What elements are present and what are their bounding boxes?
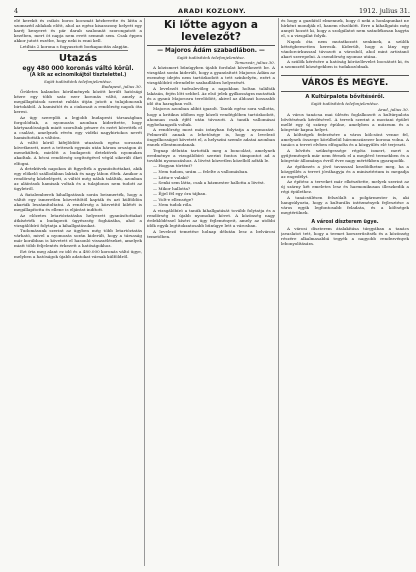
divider (281, 91, 409, 92)
issue-date: 1912. julius 31. (359, 7, 410, 15)
paragraph: Napok óta nem mutatkozott senkinek, a szülők kétségbeesetten keresik. Kiderült, hogy a lány egy vándorcirkusszal távozott a városból, ahol mint artistanő akart szerepelni. A csendőrség nyomoz utána. (281, 38, 409, 59)
dialog-line: — Éjjel fél egy óra tájban. (153, 191, 207, 197)
dialog-line: — Senki sem látta, csak a házmester hallotta a lövést. (153, 180, 265, 186)
paragraph: Tegnap délután tartották meg a boncolást, amelynek eredménye a vizsgálóbíró szerint fontos támpontot ad a további nyomozáshoz. A lövést közvetlen közelből adták le. (147, 147, 275, 163)
dialog-line: — Mikor hallotta? (153, 185, 191, 191)
dateline: Arad, julius 30. (378, 106, 409, 112)
dialog-line: — Volt-e ellensége? (153, 196, 194, 202)
paragraph: Majoros azonban alibit igazolt. Tanúk egész sora vallotta, hogy a kritikus időben egy közeli vendéglőben tartózkodott, ahonnan csak éjfél után távozott. A tanúk vallomásai egybehangzók voltak. (147, 106, 275, 127)
column-divider (278, 18, 279, 566)
divider (28, 50, 128, 51)
byline: Saját tudósítónk telefonjelentése. (177, 55, 245, 60)
article-headline: Utazás (58, 53, 98, 65)
dateline: Temesvár, julius 30. (234, 60, 275, 66)
paragraph: Az előzetes letartóztatásba helyezett gyanúsítottakat átkísérték a budapesti ügyészség fogházába, ahol a vizsgálóbíró folytatja a kihallgatásukat. (14, 212, 142, 228)
header-rule (14, 16, 410, 17)
paragraph: A rendőrség most más irányban folytatja a nyomozást. Felmerült annak a lehetősége is, hogy a levelező öngyilkosságot követett el, a helyszíni szemle adatai azonban ennek ellentmondanak. (147, 127, 275, 148)
paragraph: A detektívek napokon át figyelték a gyanúsítottakat, akik egy előkelő szállodában laktak és nagy lábon éltek. Amikor a rendőrség közbelépett, a váltót még náluk találták, azonban az aláírások hamisak voltak és a tulajdonos nem tudott az ügyletről. (14, 166, 142, 192)
paragraph: Az ügy szereplői a legjobb budapesti társaságban forgolódtak, a nyomozás azonban kiderítette, hogy kártyaadósságok miatt szorultak pénzre és ezért követték el a csalást, amelynek révén egy vidéki nagybirtokos nevét hamisították a váltóra. (14, 114, 142, 140)
paragraph: Ezt írta meg alant ez idő és a 480.000 koronás váltó ügye, melyben a hatóságok újabb adatokat várnak külföldről. (14, 248, 142, 259)
paragraph: A közismert bűnügyben újabb fordulat következett be. A vizsgálat során kiderült, hogy a gyanúsított Majoros Ádám az esemény idején nem tartózkodott a tett színhelyén, ezért a vizsgálóbíró elrendelte szabadlábra helyezését. (147, 65, 275, 86)
dialog-line: — Látta-e valaki? (153, 174, 189, 180)
article-subheadline: egy 480 000 koronás váltó körül. (22, 65, 134, 73)
article-subheadline: A városi díszterem ügye. (311, 220, 379, 225)
paragraph: és hogy a gazdától elmennek, hogy ő neki a honlapunkat ne hírként mondják el, hanem elszökött. Erre a kihallgatás még annyit hozott ki, hogy a szolgálatot nem szándékosan hagyta el, s a vizsgálat folyik. (281, 18, 409, 39)
masthead: ARADI KOZLONY. (177, 7, 247, 15)
article-subheadline: — Majoros Ádám szabadlábon. — (157, 48, 265, 54)
divider (281, 75, 409, 76)
paragraph: A váltó körül kifejlődött utazások egész sorozata következett, mert a tettesek egymás után három országon át menekültek, mielőtt a budapesti detektívek nyomukra akadtak. A bécsi rendőrség segítségével végül sikerült őket elfogni. (14, 140, 142, 166)
paragraph: A város tanácsa mai ülésén foglalkozott a kultúrpalota bővítésének kérdésével. A tervek szerint a mostani épület mellé egy új szárny épülne, amelyben a múzeum és a könyvtár kapna helyet. (281, 111, 409, 132)
page-number: 4 (14, 7, 19, 15)
divider (147, 45, 275, 46)
column-1 (14, 18, 142, 566)
paragraph: A költségek fedezésére a város kölcsönt venne fel, amelynek összege körülbelül háromszázezer korona volna. A tanács a tervet elvben elfogadta és a közgyűlés elé terjeszti. (281, 132, 409, 148)
byline: Saját tudósítónk telefonjelentése. (311, 101, 379, 107)
paragraph: A tanácsülésen felszólalt a polgármester is, aki hangsúlyozta, hogy a kulturális intézmények fejlesztése a város egyik legfontosabb feladata, és a költségek megtérülnek. (281, 194, 409, 215)
paragraph: Az építkezés a jövő tavasszal kezdődhetne meg, ha a közgyűlés a tervet jóváhagyja és a minisztérium is megadja az engedélyt. (281, 163, 409, 179)
dialog-line: — Hogyan történt? (153, 163, 193, 169)
dialog-line: — Nem tudom, urám — felelte a vallomásban. (153, 169, 249, 175)
paragraph: A vizsgálóbíró a tanúk kihallgatását tovább folytatja és a rendőrség is újabb nyomokat követ. A közönség nagy érdeklődéssel kíséri az ügy fejleményeit, amely az utóbbi idők egyik legtitokzatosabb bűnügye lett a városban. (147, 207, 275, 228)
column-divider (144, 18, 145, 566)
article-headline: Ki lőtte agyon a levelezőt? (164, 19, 258, 43)
paragraph: A bővítés szükségessége régóta ismert, mert a gyűjtemények már nem férnek el a meglévő termekben és a könyvtár állománya évről évre nagy mértékben gyarapodik. (281, 147, 409, 163)
paragraph: Tudomásunk szerint az ügyben még több letartóztatás várható, mivel a nyomozás során kiderült, hogy a társaság már korábban is követett el hasonló visszaéléseket, amelyek miatt több feljelentés érkezett a hatóságokhoz. (14, 228, 142, 249)
dateline: Budapest, julius 30. (101, 83, 142, 89)
byline: Saját tudósítónk telefonjelentése. (44, 78, 112, 84)
paragraph: A szülők kérésére a hatóság körözőlevelet bocsátott ki, és a szomszéd községekben is tudakozódnak. (281, 59, 409, 70)
paragraph: A levelező temetése holnap délután lesz a belvárosi temetőben. (147, 228, 275, 239)
article-subheadline: A Kultúrpalota bővítéséről. (305, 94, 385, 101)
article-subsubheadline: (A kik az ecinomikájtól tisztelettel.) (29, 72, 127, 78)
paragraph: A levelezőt tudvalevőleg a napokban holtan találták lakásán, fején lőtt sebbel. Az első jelek gyilkosságra mutattak és a gyanú Majorosra terelődött, akivel az áldozat hosszabb idő óta haragban volt. (147, 85, 275, 106)
page-header (14, 6, 410, 16)
dialog-line: — Nem tudok róla. (153, 202, 193, 208)
paragraph: elé kerekít és csikós boros kocsmát kézbevette és látta a szomszéd ablakok előtt, ahol az egész kisasszony helyett egy karéj kenyeret és pár darab szalonnát szorongatott a kezében, mert öt napja nem evett semmit sem. Csak éppen akkor jutott eszébe, hogy neki is enni kell. (14, 18, 142, 44)
paragraph: A fiatalemberek kihallgatásuk során beismerték, hogy a váltót egy ismeretlen közvetítőtől kapták és azt külföldön akarták leszámítoltatni. A rendőrség a közvetítő kilétét is megállapította és ellene is eljárást indított. (14, 191, 142, 212)
section-headline: VÁROS ÉS MEGYE. (301, 78, 389, 89)
column-2 (147, 18, 275, 566)
column-3 (281, 18, 409, 566)
paragraph: Őrületes kalandos körülmények között került hatósági kézre egy több száz ezer koronás váltó, amely a megállapítások szerint rablás útján jutott a tulajdonosuk birtokából. A hamisítót és a cinkosait a rendőrség napok óta keresi. (14, 88, 142, 115)
paragraph: Az építész a terveket már elkészítette, melyek szerint az új szárny két emeletes lesz és harmonikusan illeszkedik a régi épülethez. (281, 179, 409, 195)
paragraph: A városi díszterem átalakítása tárgyában a tanács javaslatot tett, hogy a termet korszerűsítsék és a közönség részére alkalmasabbá tegyék a nagyobb rendezvények lebonyolítására. (281, 226, 409, 247)
paragraph: Letiltás 2 korona s fogyasztott borkapacitás alapján. (20, 43, 129, 49)
